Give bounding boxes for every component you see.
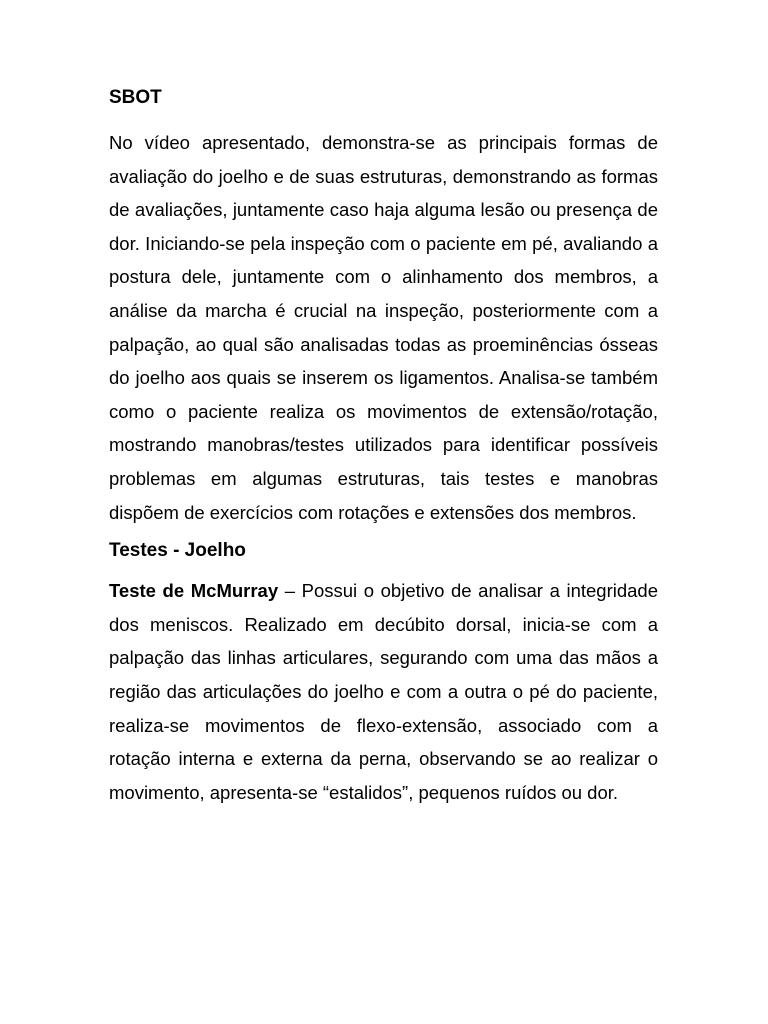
- document-title: SBOT: [109, 87, 162, 108]
- section-heading: Testes - Joelho: [109, 540, 246, 562]
- test-paragraph: [109, 574, 658, 809]
- intro-paragraph: No vídeo apresentado, demonstra-se as principais formas de avaliação do joelho e de suas estruturas, demonstrando as formas de avaliações, juntamente caso haja alguma lesão ou presença de dor. Iniciando-se pela inspeção com o paciente em pé, avaliando a postura dele, juntamente com o alinhamento dos membros, a análise da marcha é crucial na inspeção, posteriormente com a palpação, ao qual são analisadas todas as proeminências ósseas do joelho aos quais se inserem os ligamentos. Analisa-se também como o paciente realiza os movimentos de extensão/rotação, mostrando manobras/testes utilizados para identificar possíveis problemas em algumas estruturas, tais testes e manobras dispõem de exercícios com rotações e extensões dos membros.: [109, 132, 658, 523]
- test-name: Teste de McMurray: [109, 580, 279, 602]
- test-description: – Possui o objetivo de analisar a integridade dos meniscos. Realizado em decúbito dorsal, inicia-se com a palpação das linhas articulares, segurando com uma das mãos a região das articulações do joelho e com a outra o pé do paciente, realiza-se movimentos de flexo-extensão, associado com a rotação interna e externa da perna, observando se ao realizar o movimento, apresenta-se “estalidos”, pequenos ruídos ou dor.: [109, 580, 658, 803]
- document-page: [109, 84, 658, 817]
